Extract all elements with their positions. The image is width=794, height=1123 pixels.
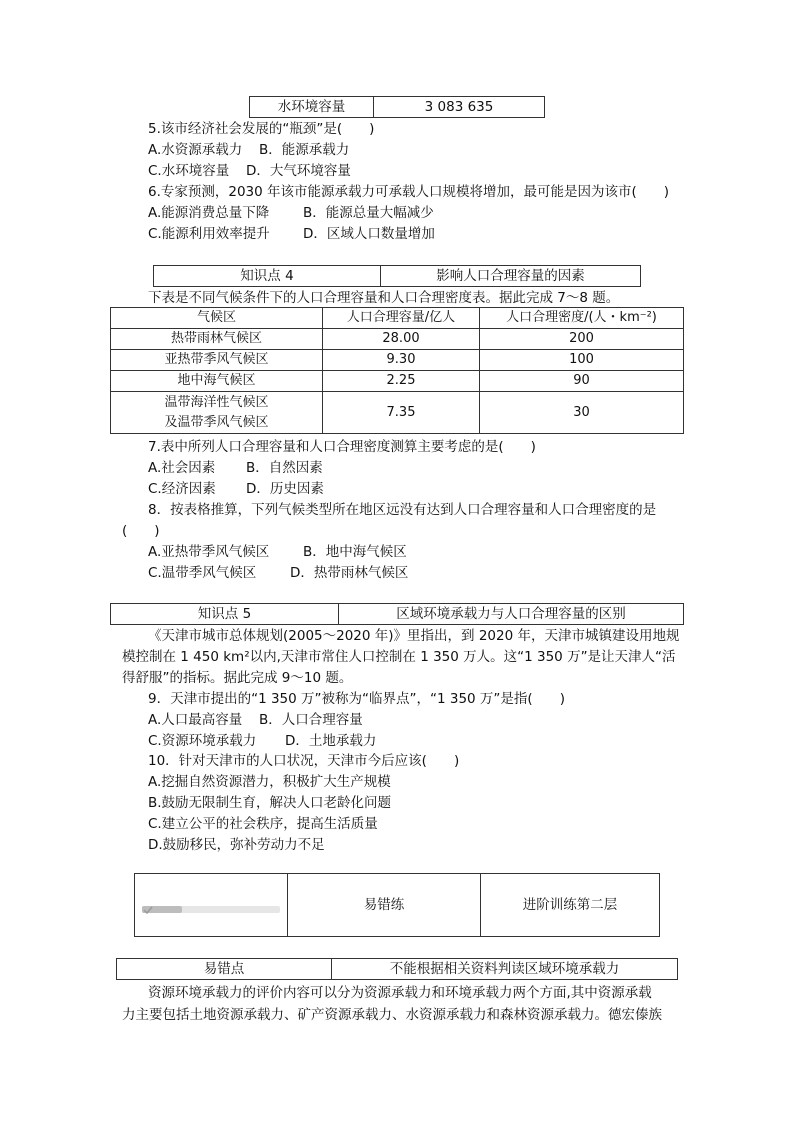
table-row (111, 350, 684, 371)
q10-option-a: A.挖掘自然资源潜力，积极扩大生产规模 (148, 774, 391, 790)
q7-option-c: C.经济因素 (148, 481, 216, 497)
intro-9-10-line2: 模控制在 1 450 km²以内,天津市常住人口控制在 1 350 万人。这“1 350 万”是让天津人“活 (122, 649, 676, 665)
q7-stem: 7.表中所列人口合理容量和人口合理密度测算主要考虑的是( ) (148, 439, 536, 455)
kp5-title: 区域环境承载力与人口合理容量的区别 (339, 604, 684, 625)
kp4-label: 知识点 4 (154, 266, 381, 287)
q6-stem: 6.专家预测，2030 年该市能源承载力可承载人口规模将增加，最可能是因为该市( ) (148, 184, 670, 200)
row-climate-line2: 及温带季风气候区 (164, 414, 269, 430)
row-capacity: 9.30 (323, 350, 480, 371)
q9-option-b: B．人口合理容量 (259, 712, 363, 728)
row-capacity: 7.35 (323, 392, 480, 434)
row-climate: 地中海气候区 (111, 371, 323, 392)
q7-option-a: A.社会因素 (148, 460, 216, 476)
row-climate: 亚热带季风气候区 (111, 350, 323, 371)
q10-option-d: D.鼓励移民，弥补劳动力不足 (148, 837, 325, 853)
error-point-title: 不能根据相关资料判读区域环境承载力 (332, 959, 678, 980)
q10-stem: 10．针对天津市的人口状况，天津市今后应该( ) (148, 753, 460, 769)
row-climate-line1: 温带海洋性气候区 (164, 394, 269, 410)
banner-mid-label: 易错练 (288, 874, 481, 937)
final-para-line1: 资源环境承载力的评价内容可以分为资源承载力和环境承载力两个方面,其中资源承载 (148, 985, 652, 1001)
water-env-label: 水环境容量 (250, 97, 374, 118)
q9-option-d: D．土地承载力 (285, 733, 377, 749)
row-density: 200 (480, 329, 684, 350)
error-point-header (116, 958, 678, 980)
banner-right-label: 进阶训练第二层 (481, 874, 660, 937)
header-capacity: 人口合理容量/亿人 (323, 308, 480, 329)
q7-option-d: D．历史因素 (246, 481, 324, 497)
section-banner (134, 873, 660, 937)
table-row (111, 371, 684, 392)
water-env-value: 3 083 635 (374, 97, 545, 118)
q8-option-d: D．热带雨林气候区 (290, 565, 409, 581)
kp5-label: 知识点 5 (111, 604, 339, 625)
row-capacity: 2.25 (323, 371, 480, 392)
q5-option-c: C.水环境容量 (148, 163, 230, 179)
q10-option-c: C.建立公平的社会秩序，提高生活质量 (148, 816, 378, 832)
q9-option-a: A.人口最高容量 (148, 712, 243, 728)
banner-logo-cell (135, 874, 288, 937)
q5-stem: 5.该市经济社会发展的“瓶颈”是( ) (148, 121, 375, 137)
q9-stem: 9．天津市提出的“1 350 万”被称为“临界点”，“1 350 万”是指( ) (148, 691, 565, 707)
row-climate (111, 392, 323, 434)
q8-stem-bracket: ( ) (122, 523, 160, 539)
header-climate: 气候区 (111, 308, 323, 329)
q5-option-b: B．能源承载力 (259, 142, 350, 158)
intro-9-10-line1: 《天津市城市总体规划(2005～2020 年)》里指出，到 2020 年，天津市城镇建设用地规 (148, 628, 680, 644)
error-point-label: 易错点 (117, 959, 332, 980)
q9-option-c: C.资源环境承载力 (148, 733, 257, 749)
climate-capacity-table (110, 307, 684, 434)
q8-option-b: B．地中海气候区 (303, 544, 407, 560)
q8-option-c: C.温带季风气候区 (148, 565, 257, 581)
intro-9-10-line3: 得舒服”的指标。据此完成 9～10 题。 (122, 670, 353, 686)
q6-option-a: A.能源消费总量下降 (148, 205, 270, 221)
knowledge-point-4-header (153, 265, 641, 287)
water-env-table (249, 96, 545, 118)
q8-stem: 8．按表格推算，下列气候类型所在地区远没有达到人口合理容量和人口合理密度的是 (148, 502, 657, 518)
row-density: 30 (480, 392, 684, 434)
q6-option-d: D．区域人口数量增加 (303, 226, 435, 242)
table-row (111, 329, 684, 350)
intro-7-8: 下表是不同气候条件下的人口合理容量和人口合理密度表。据此完成 7～8 题。 (148, 290, 620, 306)
row-capacity: 28.00 (323, 329, 480, 350)
q5-option-a: A.水资源承载力 (148, 142, 243, 158)
row-density: 100 (480, 350, 684, 371)
q5-option-d: D．大气环境容量 (246, 163, 351, 179)
table-row (111, 392, 684, 434)
progress-logo-icon (142, 905, 282, 915)
q8-option-a: A.亚热带季风气候区 (148, 544, 270, 560)
row-climate: 热带雨林气候区 (111, 329, 323, 350)
knowledge-point-5-header (110, 603, 684, 625)
q6-option-c: C.能源利用效率提升 (148, 226, 270, 242)
row-density: 90 (480, 371, 684, 392)
final-para-line2: 力主要包括土地资源承载力、矿产资源承载力、水资源承载力和森林资源承载力。德宏傣族 (122, 1007, 662, 1023)
q6-option-b: B．能源总量大幅减少 (303, 205, 434, 221)
header-density: 人口合理密度/(人・km⁻²) (480, 308, 684, 329)
q7-option-b: B．自然因素 (246, 460, 323, 476)
kp4-title: 影响人口合理容量的因素 (381, 266, 641, 287)
q10-option-b: B.鼓励无限制生育，解决人口老龄化问题 (148, 795, 392, 811)
